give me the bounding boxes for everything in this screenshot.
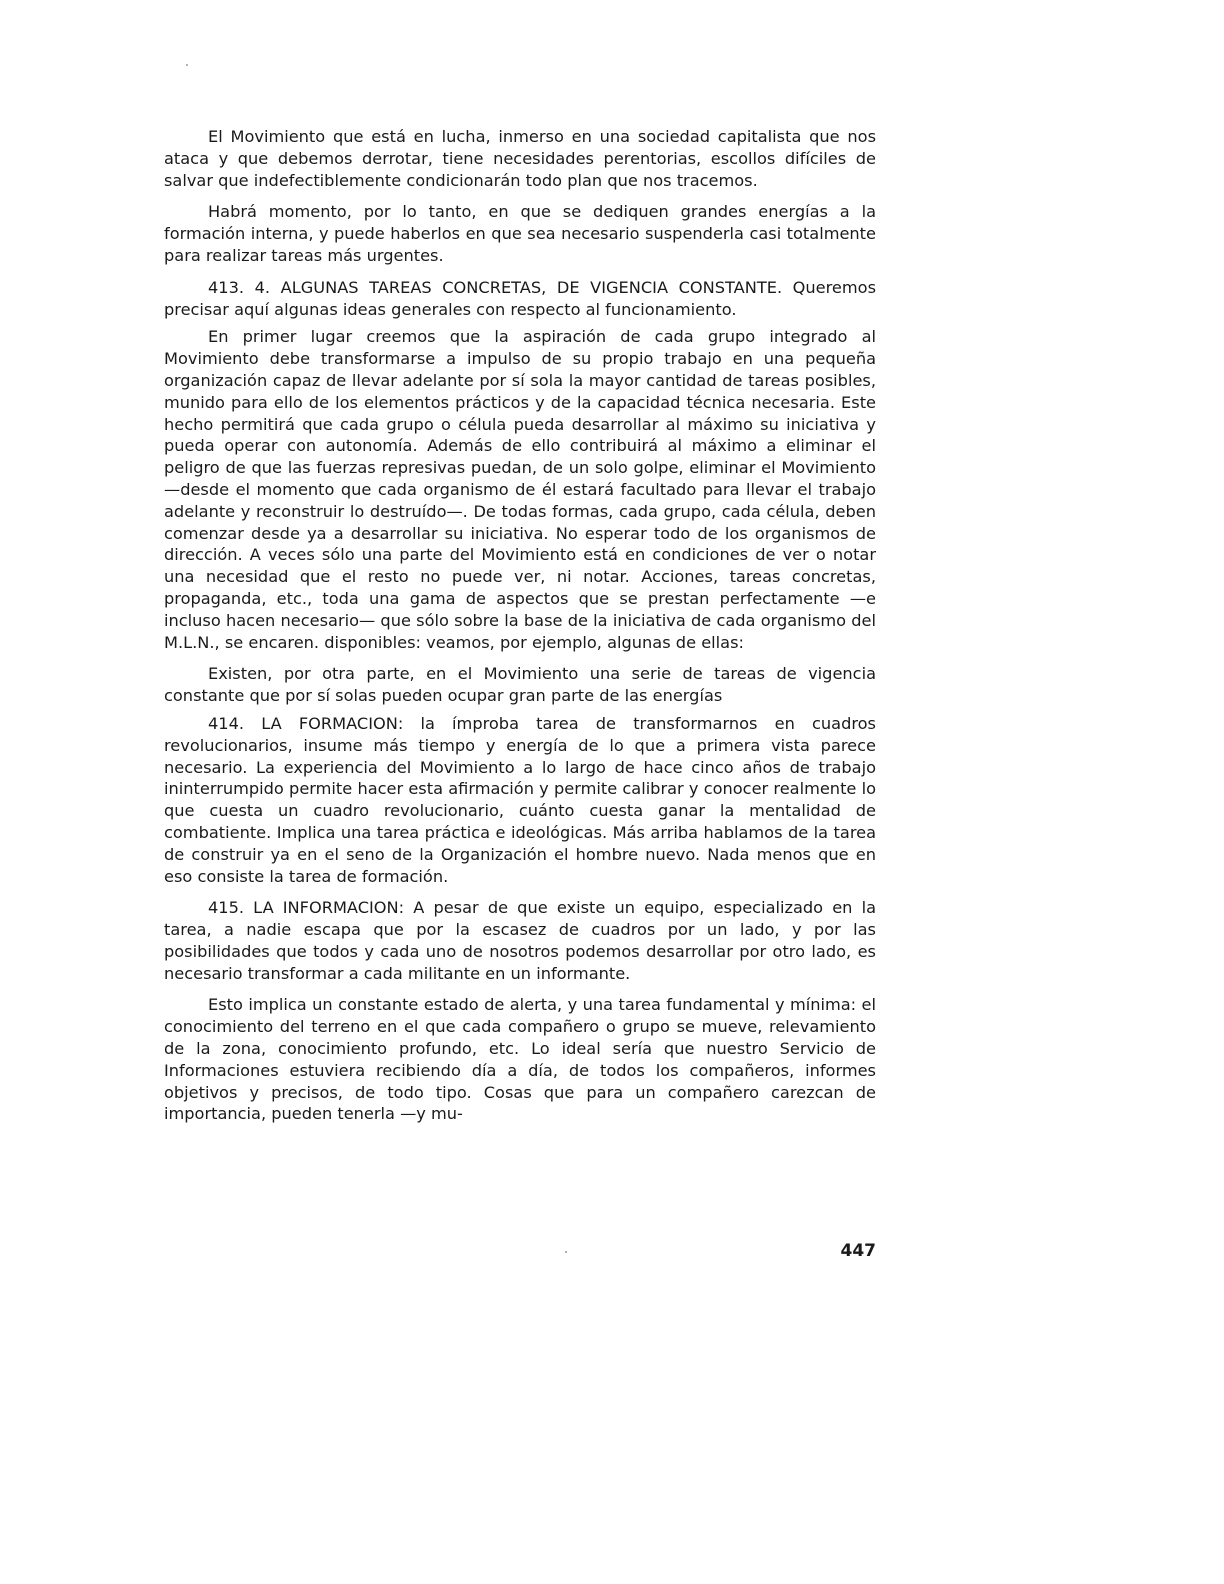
paragraph-1: El Movimiento que está en lucha, inmerso en una sociedad capitalista que nos ataca y que debemos derrotar, tiene necesidades perentorias, escollos difíciles de salvar que indefectiblemente condicionarán todo plan que nos tracemos. — [164, 127, 876, 190]
paragraph-4: En primer lugar creemos que la aspiración de cada grupo integrado al Movimiento debe transformarse a impulso de su propio trabajo en una pequeña organización capaz de llevar adelante por sí sola la mayor cantidad de tareas posibles, munido para ello de los elementos prácticos y de la capacidad técnica necesaria. Este hecho permitirá que cada grupo o célula pueda desarrollar al máximo su iniciativa y pueda operar con autonomía. Además de ello contribuirá al máximo a eliminar el peligro de que las fuerzas represivas puedan, de un solo golpe, eliminar el Movimiento —desde el momento que cada organismo de él estará facultado para llevar el trabajo adelante y reconstruir lo destruído—. De todas formas, cada grupo, cada célula, deben comenzar desde ya a desarrollar su iniciativa. No esperar todo de los organismos de dirección. A veces sólo una parte del Movimiento está en condiciones de ver o notar una necesidad que el resto no puede ver, ni notar. Acciones, tareas concretas, propaganda, etc., toda una gama de aspectos que se prestan perfectamente —e incluso hacen necesario— que sólo sobre la base de la iniciativa de cada organismo del M.L.N., se encaren. disponibles: veamos, por ejemplo, algunas de ellas: — [164, 327, 876, 652]
scan-speck — [186, 64, 188, 66]
section-413-heading-paragraph: 413. 4. ALGUNAS TAREAS CONCRETAS, DE VIGENCIA CONSTANTE. Queremos precisar aquí algunas ideas generales con respecto al funcionamiento. — [164, 277, 876, 319]
paragraph-8: Esto implica un constante estado de alerta, y una tarea fundamental y mínima: el conocimiento del terreno en el que cada compañero o grupo se mueve, relevamiento de la zona, conocimiento profundo, etc. Lo ideal sería que nuestro Servicio de Informaciones estuviera recibiendo día a día, de todos los compañeros, informes objetivos y precisos, de todo tipo. Cosas que para un compañero carezcan de importancia, pueden tenerla —y mu- — [164, 995, 876, 1124]
scan-speck — [565, 1251, 567, 1253]
page-body-text — [164, 126, 876, 1135]
page-number: 447 — [840, 1241, 876, 1261]
section-415-informacion-paragraph: 415. LA INFORMACION: A pesar de que existe un equipo, especializado en la tarea, a nadie escapa que por la escasez de cuadros por un lado, y por las posibilidades que todos y cada uno de nosotros podemos desarrollar por otro lado, es necesario transformar a cada militante en un informante. — [164, 898, 876, 983]
section-414-formacion-paragraph: 414. LA FORMACION: la ímproba tarea de transformarnos en cuadros revolucionarios, insume más tiempo y energía de lo que a primera vista parece necesario. La experiencia del Movimiento a lo largo de hace cinco años de trabajo ininterrumpido permite hacer esta afirmación y permite calibrar y conocer realmente lo que cuesta un cuadro revolucionario, cuánto cuesta ganar la mentalidad de combatiente. Implica una tarea práctica e ideológicas. Más arriba hablamos de la tarea de construir ya en el seno de la Organización el hombre nuevo. Nada menos que en eso consiste la tarea de formación. — [164, 713, 876, 886]
paragraph-2: Habrá momento, por lo tanto, en que se dediquen grandes energías a la formación interna, y puede haberlos en que sea necesario suspenderla casi totalmente para realizar tareas más urgentes. — [164, 202, 876, 265]
paragraph-5: Existen, por otra parte, en el Movimiento una serie de tareas de vigencia constante que por sí solas pueden ocupar gran parte de las energías — [164, 664, 876, 706]
